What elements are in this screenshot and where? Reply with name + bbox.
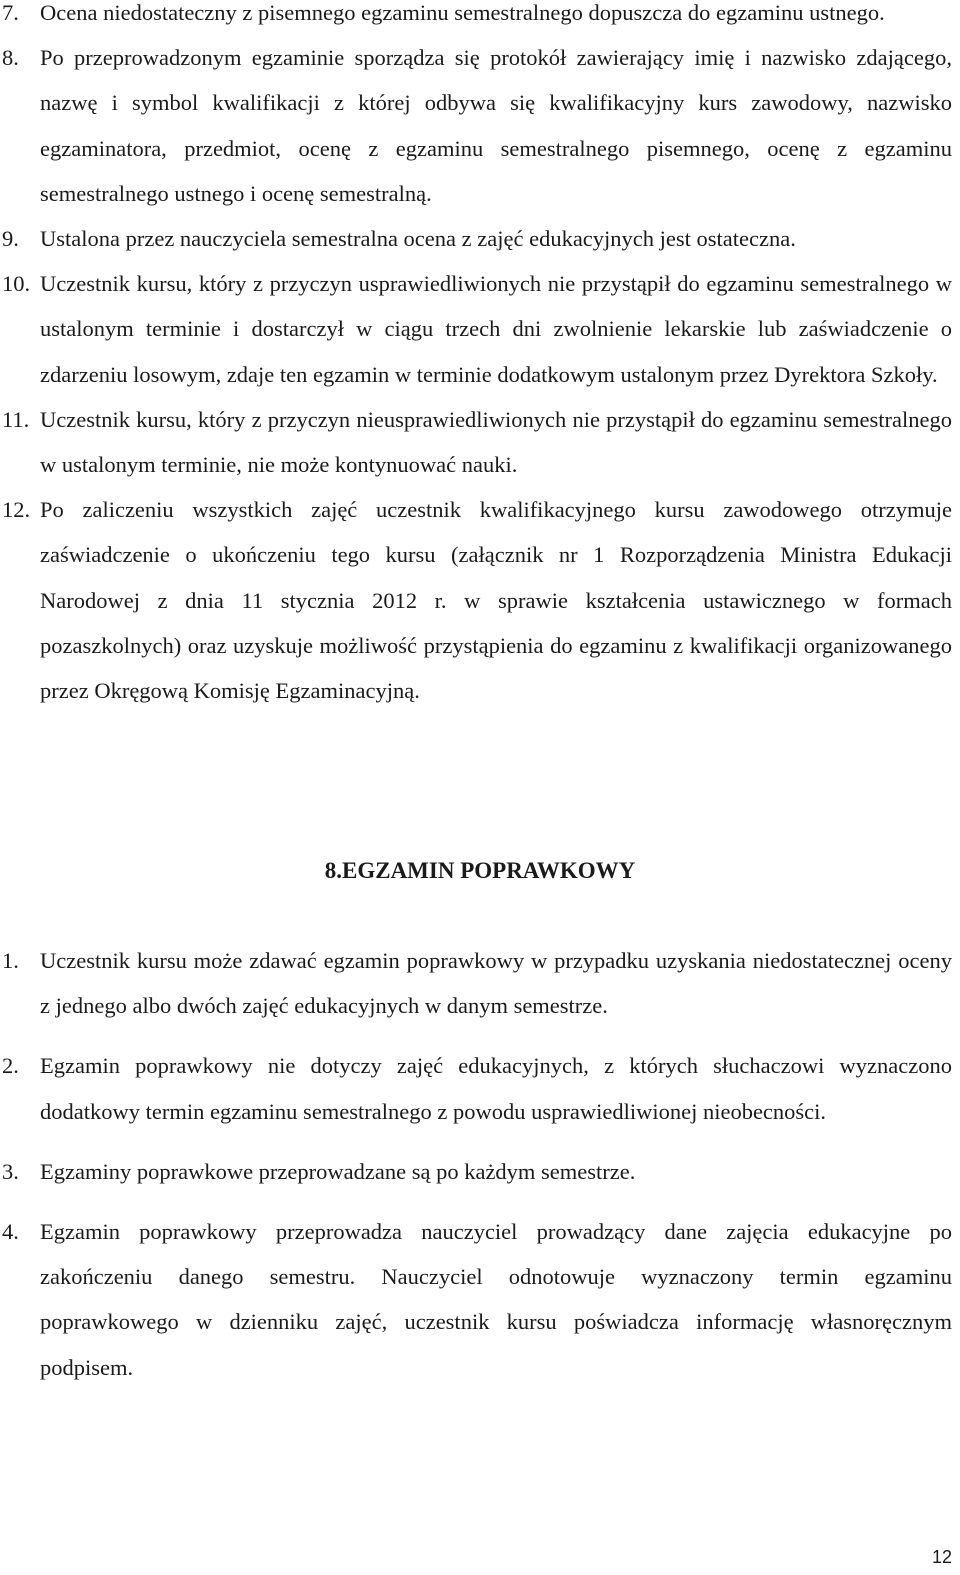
regulation-list-makeup-exam bbox=[0, 938, 960, 1405]
list-item bbox=[0, 938, 960, 1028]
item-number: 1. bbox=[2, 948, 19, 973]
list-item bbox=[0, 35, 960, 216]
item-text: Ustalona przez nauczyciela semestralna ocena z zajęć edukacyjnych jest ostateczna. bbox=[40, 226, 796, 252]
item-text: Uczestnik kursu, który z przyczyn nieusprawiedliwionych nie przystąpił do egzaminu semestralnego w ustalonym terminie, nie może kontynuować nauki. bbox=[40, 406, 952, 478]
item-number: 4. bbox=[2, 1219, 19, 1245]
list-item bbox=[0, 1043, 960, 1133]
item-text: Po przeprowadzonym egzaminie sporządza się protokół zawierający imię i nazwisko zdającego, nazwę i symbol kwalifikacji z której odbywa się kwalifikacyjny kurs zawodowy, nazwisko egzaminatora, przedmiot, ocenę z egzaminu semestralnego pisemnego, ocenę z egzaminu semestralnego ustnego i ocenę semestralną. bbox=[40, 45, 952, 206]
item-number: 12. bbox=[2, 497, 31, 523]
list-item bbox=[0, 261, 960, 397]
regulation-list-exam bbox=[0, 0, 960, 713]
list-item bbox=[0, 487, 960, 713]
item-number: 7. bbox=[2, 0, 19, 25]
item-number: 11. bbox=[2, 406, 30, 432]
item-text: Uczestnik kursu może zdawać egzamin poprawkowy w przypadku uzyskania niedostatecznej oceny z jednego albo dwóch zajęć edukacyjnych w danym semestrze. bbox=[40, 948, 952, 1019]
item-text: Uczestnik kursu, który z przyczyn usprawiedliwionych nie przystąpił do egzaminu semestralnego w ustalonym terminie i dostarczył w ciągu trzech dni zwolnienie lekarskie lub zaświadczenie o zdarzeniu losowym, zdaje ten egzamin w terminie dodatkowym ustalonym przez Dyrektora Szkoły. bbox=[40, 271, 952, 387]
list-item bbox=[0, 0, 960, 35]
item-number: 2. bbox=[2, 1053, 19, 1079]
list-item bbox=[0, 216, 960, 261]
item-text: Egzaminy poprawkowe przeprowadzane są po każdym semestrze. bbox=[40, 1158, 636, 1184]
item-number: 9. bbox=[2, 226, 19, 252]
item-number: 3. bbox=[2, 1158, 19, 1184]
section-heading: 8.EGZAMIN POPRAWKOWY bbox=[324, 858, 636, 883]
item-number: 8. bbox=[2, 45, 19, 71]
list-item bbox=[0, 1209, 960, 1390]
list-item bbox=[0, 397, 960, 487]
item-text: Po zaliczeniu wszystkich zajęć uczestnik kwalifikacyjnego kursu zawodowego otrzymuje zaświadczenie o ukończeniu tego kursu (załącznik nr 1 Rozporządzenia Ministra Edukacji Narodowej z dnia 11 stycznia 2012 r. w sprawie kształcenia ustawicznego w formach pozaszkolnych) oraz uzyskuje możliwość przystąpienia do egzaminu z kwalifikacji organizowanego przez Okręgową Komisję Egzaminacyjną. bbox=[40, 497, 952, 704]
item-number: 10. bbox=[2, 271, 31, 297]
item-text: Egzamin poprawkowy nie dotyczy zajęć edukacyjnych, z których słuchaczowi wyznaczono dodatkowy termin egzaminu semestralnego z powodu usprawiedliwionej nieobecności. bbox=[40, 1053, 952, 1124]
page-number: 12 bbox=[931, 1547, 952, 1567]
item-text: Ocena niedostateczny z pisemnego egzaminu semestralnego dopuszcza do egzaminu ustnego. bbox=[40, 0, 885, 25]
item-text: Egzamin poprawkowy przeprowadza nauczyciel prowadzący dane zajęcia edukacyjne po zakończeniu danego semestru. Nauczyciel odnotowuje wyznaczony termin egzaminu poprawkowego w dzienniku zajęć, uczestnik kursu poświadcza informację własnoręcznym podpisem. bbox=[40, 1219, 952, 1380]
list-item bbox=[0, 1149, 960, 1194]
